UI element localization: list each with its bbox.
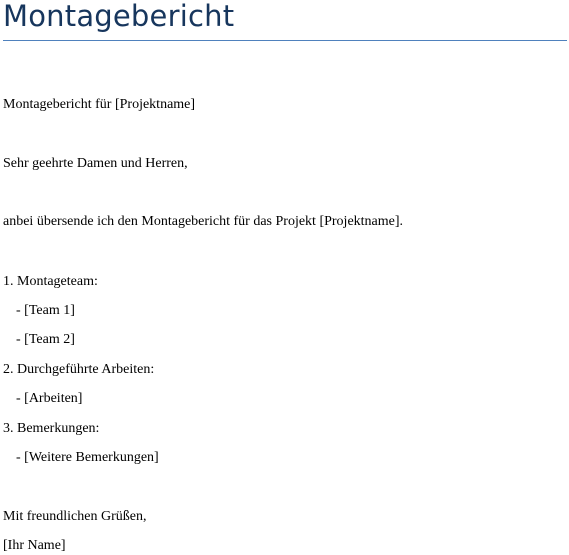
signature-line: [Ihr Name] (3, 538, 66, 553)
closing-line: Mit freundlichen Grüßen, (3, 509, 147, 524)
section-heading-team: 1. Montageteam: (3, 274, 98, 289)
intro-paragraph: anbei übersende ich den Montagebericht für das Projekt [Projektname]. (3, 214, 404, 229)
subject-line: Montagebericht für [Projektname] (3, 97, 196, 112)
section-heading-bemerkungen: 3. Bemerkungen: (3, 421, 100, 436)
title-underline (3, 40, 567, 41)
section-heading-arbeiten: 2. Durchgeführte Arbeiten: (3, 362, 155, 377)
list-item-team-1: - [Team 1] (16, 303, 75, 318)
list-item-team-2: - [Team 2] (16, 332, 75, 347)
salutation: Sehr geehrte Damen und Herren, (3, 156, 188, 171)
list-item-arbeiten: - [Arbeiten] (16, 391, 83, 406)
list-item-bemerkungen: - [Weitere Bemerkungen] (16, 450, 159, 465)
document-title: Montagebericht (3, 0, 235, 33)
